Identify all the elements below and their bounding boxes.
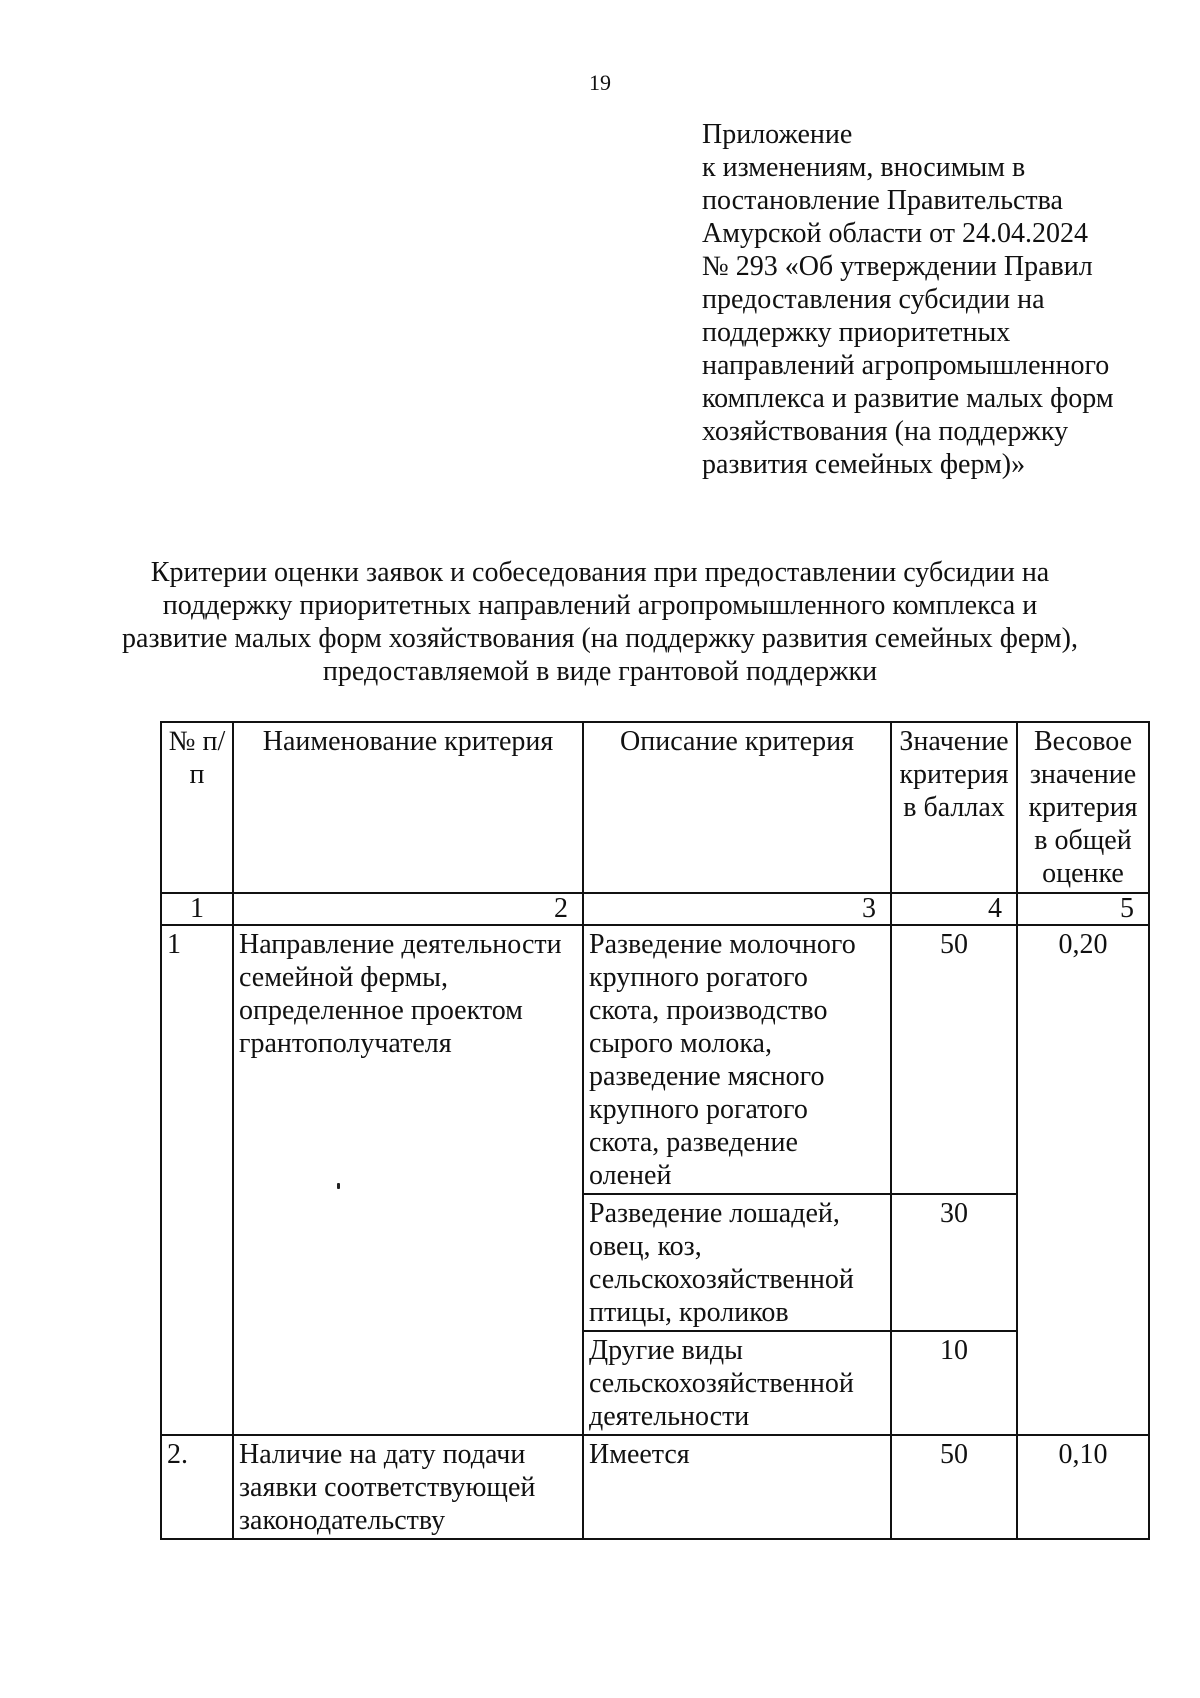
criterion-description: Другие виды сельскохозяйственной деятельности [583, 1331, 891, 1435]
criteria-table [160, 721, 1150, 1540]
criterion-points: 50 [891, 1435, 1017, 1539]
annex-line: к изменениям, вносимым в [702, 152, 1026, 183]
annex-line: Амурской области от 24.04.2024 [702, 218, 1088, 249]
criterion-weight: 0,10 [1017, 1435, 1149, 1539]
annex-line: направлений агропромышленного [702, 350, 1110, 381]
header-criterion-name: Наименование критерия [233, 722, 583, 893]
header-weight: Весовое значение критерия в общей оценке [1017, 722, 1149, 893]
column-number-row [161, 893, 1149, 925]
annex-line: развития семейных ферм)» [702, 449, 1026, 480]
annex-line: предоставления субсидии на [702, 284, 1045, 315]
criterion-description: Разведение молочного крупного рогатого скота, производство сырого молока, разведение мясного крупного рогатого скота, разведение оленей [583, 925, 891, 1194]
table-row [161, 1435, 1149, 1539]
page-number: 19 [589, 70, 611, 95]
title-line: предоставляемой в виде грантовой поддержки [322, 656, 878, 687]
criterion-description: Имеется [583, 1435, 891, 1539]
column-number: 1 [161, 893, 233, 925]
annex-line: постановление Правительства [702, 185, 1063, 216]
annex-line: комплекса и развитие малых форм [702, 383, 1114, 414]
criterion-points: 10 [891, 1331, 1017, 1435]
annex-header [702, 118, 1172, 481]
header-number: № п/п [161, 722, 233, 893]
annex-line: поддержку приоритетных [702, 317, 1011, 348]
criterion-description: Разведение лошадей, овец, коз, сельскохозяйственной птицы, кроликов [583, 1194, 891, 1331]
annex-line: № 293 «Об утверждении Правил [702, 251, 1093, 282]
row-number: 2. [161, 1435, 233, 1539]
criterion-weight: 0,20 [1017, 925, 1149, 1435]
criterion-name: Наличие на дату подачи заявки соответствующей законодательству [233, 1435, 583, 1539]
criterion-name: Направление деятельности семейной фермы, определенное проектом грантополучателя [233, 925, 583, 1435]
column-number: 3 [583, 893, 891, 925]
column-number: 2 [233, 893, 583, 925]
table-row [161, 925, 1149, 1194]
title-line: Критерии оценки заявок и собеседования при предоставлении субсидии на [150, 557, 1050, 588]
column-number: 4 [891, 893, 1017, 925]
document-title [60, 556, 1140, 688]
header-criterion-description: Описание критерия [583, 722, 891, 893]
annex-line: Приложение [702, 119, 853, 150]
header-points: Значение критерия в баллах [891, 722, 1017, 893]
annex-line: хозяйствования (на поддержку [702, 416, 1069, 447]
title-line: поддержку приоритетных направлений агропромышленного комплекса и [162, 590, 1038, 621]
criterion-points: 30 [891, 1194, 1017, 1331]
table-header-row [161, 722, 1149, 893]
title-line: развитие малых форм хозяйствования (на поддержку развития семейных ферм), [122, 623, 1078, 654]
row-number: 1 [161, 925, 233, 1435]
column-number: 5 [1017, 893, 1149, 925]
criterion-points: 50 [891, 925, 1017, 1194]
scan-speck [337, 1183, 340, 1189]
